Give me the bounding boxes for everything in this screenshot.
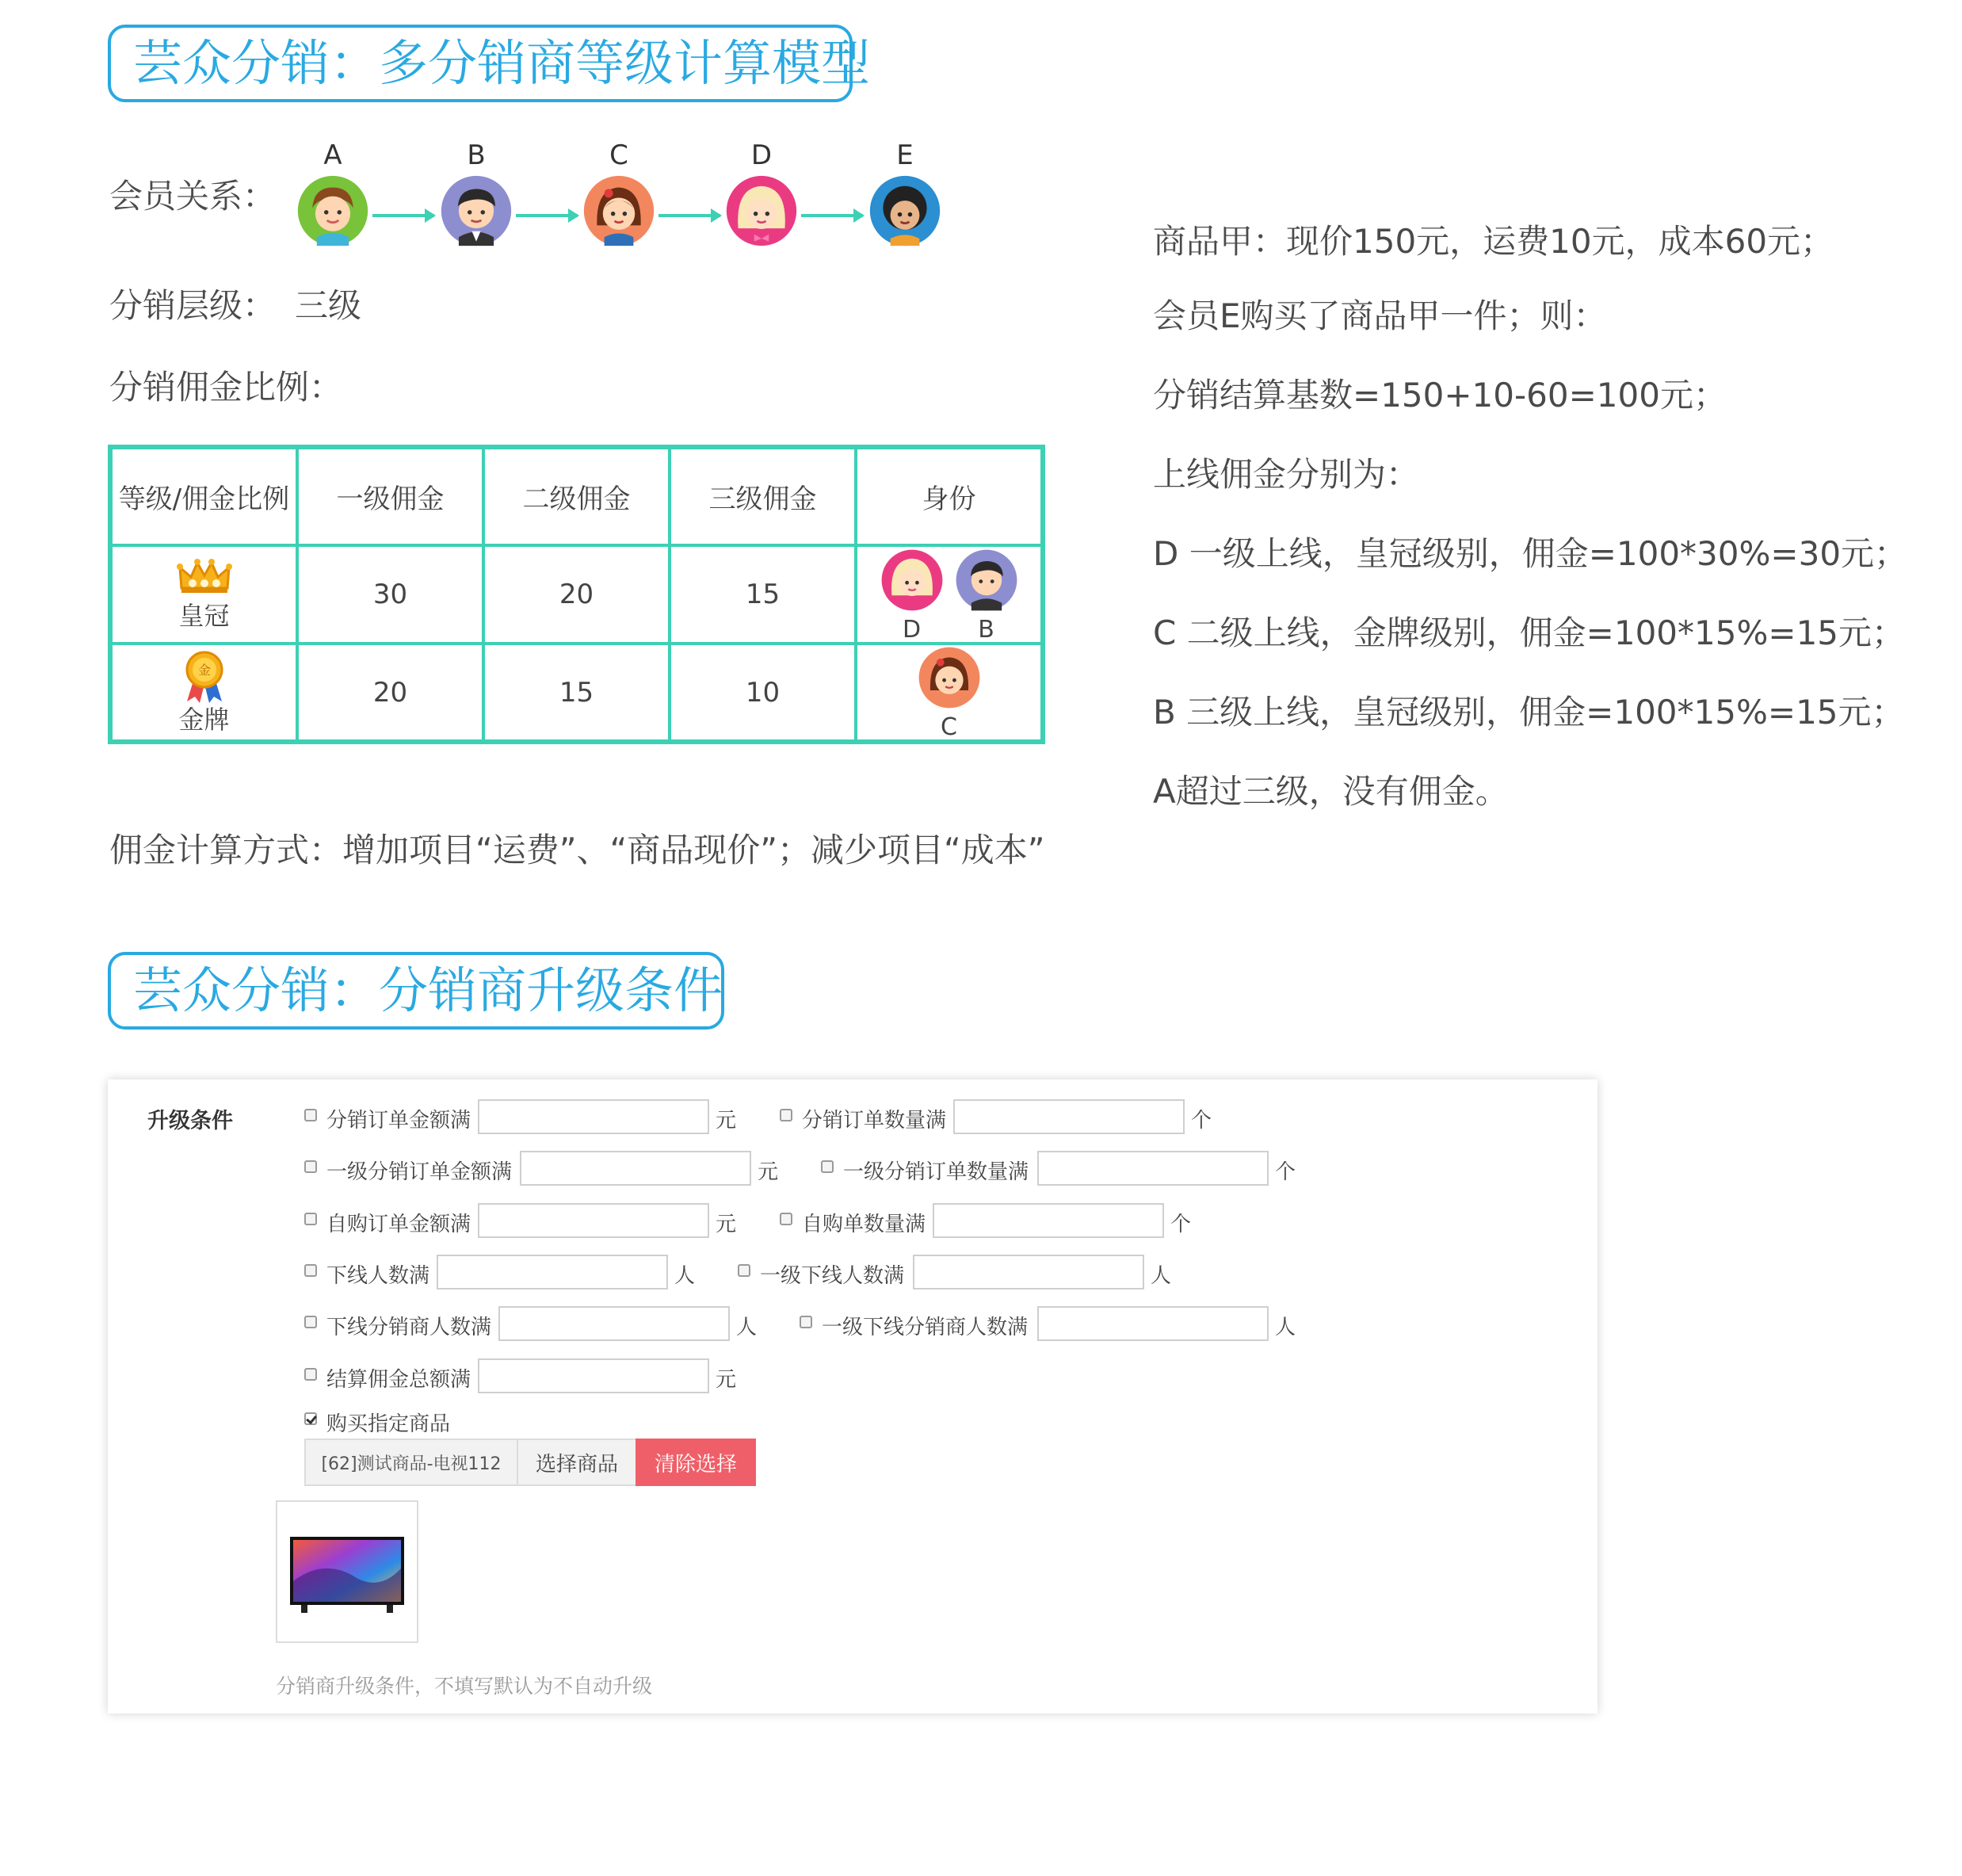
unit-label: 元 <box>758 1160 779 1184</box>
level-value: 三级 <box>295 286 362 325</box>
tv-image-icon <box>277 1502 417 1641</box>
member-b-label: B <box>467 139 486 171</box>
table-row <box>110 644 1043 742</box>
level-label: 分销层级： <box>109 286 277 325</box>
field-label: 自购订单金额满 <box>326 1213 471 1236</box>
right-line-7: B 三级上线，皇冠级别，佣金=100*15%=15元； <box>1153 693 1905 732</box>
member-d-label: D <box>750 139 773 171</box>
right-line-2: 会员E购买了商品甲一件；则： <box>1153 296 1607 335</box>
field-label: 分销订单数量满 <box>802 1109 947 1133</box>
checkbox-field-4[interactable] <box>821 1160 834 1173</box>
avatar-b-icon <box>440 174 513 247</box>
member-arrow-1 <box>372 214 434 217</box>
right-line-8: A超过三级，没有佣金。 <box>1153 772 1509 811</box>
member-c-label: C <box>609 139 628 171</box>
checkbox-field-5[interactable] <box>304 1213 317 1225</box>
table-cell: 15 <box>670 545 856 644</box>
field-label: 一级下线人数满 <box>760 1264 905 1288</box>
unit-label: 人 <box>1151 1264 1172 1288</box>
table-cell: 20 <box>297 644 483 742</box>
table-cell: 15 <box>483 644 670 742</box>
identity-b <box>955 548 1018 644</box>
avatar-c-icon <box>582 174 655 247</box>
input-field-9[interactable] <box>498 1306 730 1341</box>
right-line-5: D 一级上线，皇冠级别，佣金=100*30%=30元； <box>1153 534 1908 573</box>
avatar-d-icon <box>725 174 798 247</box>
field-label: 分销订单金额满 <box>326 1109 471 1133</box>
field-label: 一级下线分销商人数满 <box>822 1316 1029 1339</box>
right-line-6: C 二级上线，金牌级别，佣金=100*15%=15元； <box>1153 613 1906 652</box>
identity-label: D <box>902 615 922 644</box>
formula-note: 佣金计算方式：增加项目“运费”、“商品现价”；减少项目“成本” <box>109 831 1045 869</box>
checkbox-field-3[interactable] <box>304 1160 317 1173</box>
input-field-2[interactable] <box>953 1099 1185 1134</box>
table-header-cell: 等级/佣金比例 <box>110 447 297 545</box>
commission-table <box>108 445 1045 744</box>
grade-name: 皇冠 <box>178 601 230 631</box>
crown-icon <box>177 556 232 594</box>
section1-title <box>108 25 871 102</box>
avatar-c-icon <box>918 646 981 709</box>
gold-medal-icon <box>182 649 227 705</box>
field-label: 下线人数满 <box>326 1264 430 1288</box>
field-label: 自购单数量满 <box>802 1213 926 1236</box>
unit-label: 人 <box>1275 1316 1296 1339</box>
member-relation-label: 会员关系： <box>109 177 277 216</box>
checkbox-field-8[interactable] <box>738 1264 750 1277</box>
select-product-button[interactable] <box>517 1439 637 1486</box>
avatar-e-icon <box>868 174 941 247</box>
identity-label: C <box>941 713 957 741</box>
input-field-11[interactable] <box>478 1358 709 1393</box>
section2-title-text: 芸众分销：分销商升级条件 <box>133 961 723 1019</box>
avatar-d-icon <box>880 548 944 612</box>
input-field-1[interactable] <box>478 1099 709 1134</box>
table-cell: 30 <box>297 545 483 644</box>
checkbox-field-11[interactable] <box>304 1368 317 1381</box>
member-b <box>437 139 516 250</box>
grade-cell-gold <box>110 644 297 742</box>
unit-label: 元 <box>716 1368 737 1392</box>
member-arrow-2 <box>516 214 578 217</box>
field-label: 一级分销订单金额满 <box>326 1160 513 1184</box>
input-field-7[interactable] <box>437 1255 668 1290</box>
clear-selection-label: 清除选择 <box>654 1452 737 1477</box>
table-row <box>110 545 1043 644</box>
member-arrow-3 <box>658 214 720 217</box>
checkbox-field-2[interactable] <box>780 1109 792 1121</box>
buy-product-label: 购买指定商品 <box>326 1412 451 1436</box>
checkbox-field-9[interactable] <box>304 1316 317 1328</box>
clear-selection-button[interactable] <box>636 1439 756 1486</box>
grade-name: 金牌 <box>178 704 230 735</box>
input-field-3[interactable] <box>520 1151 751 1186</box>
checkbox-field-10[interactable] <box>800 1316 812 1328</box>
upgrade-hint: 分销商升级条件，不填写默认为不自动升级 <box>276 1675 653 1698</box>
table-header-cell: 三级佣金 <box>670 447 856 545</box>
right-line-4: 上线佣金分别为： <box>1153 455 1420 494</box>
checkbox-field-6[interactable] <box>780 1213 792 1225</box>
checkbox-buy-product[interactable] <box>304 1412 317 1425</box>
member-d <box>722 139 801 250</box>
avatar-b-icon <box>955 548 1018 612</box>
identity-c <box>857 646 1040 739</box>
member-e <box>865 139 945 250</box>
input-field-5[interactable] <box>478 1203 709 1238</box>
grade-cell-crown <box>110 545 297 644</box>
selected-product-field[interactable] <box>304 1439 518 1486</box>
table-header-cell: 二级佣金 <box>483 447 670 545</box>
unit-label: 人 <box>674 1264 696 1288</box>
member-a <box>293 139 372 250</box>
unit-label: 元 <box>716 1109 737 1133</box>
product-name: [62]测试商品-电视112 <box>321 1454 502 1474</box>
table-cell: 20 <box>483 545 670 644</box>
input-field-4[interactable] <box>1037 1151 1269 1186</box>
member-c <box>579 139 658 250</box>
member-e-label: E <box>896 139 914 171</box>
medal-text: 金 <box>197 662 211 678</box>
ratio-label: 分销佣金比例： <box>109 368 343 407</box>
input-field-8[interactable] <box>913 1255 1144 1290</box>
unit-label: 个 <box>1191 1109 1212 1133</box>
avatar-a-icon <box>296 174 369 247</box>
panel-label: 升级条件 <box>147 1109 233 1133</box>
table-header-row <box>110 447 1043 545</box>
table-header-cell: 身份 <box>856 447 1043 545</box>
unit-label: 个 <box>1275 1160 1296 1184</box>
checkbox-field-7[interactable] <box>304 1264 317 1277</box>
input-field-6[interactable] <box>933 1203 1164 1238</box>
checkbox-field-1[interactable] <box>304 1109 317 1121</box>
member-arrow-4 <box>801 214 863 217</box>
field-label: 结算佣金总额满 <box>326 1368 471 1392</box>
table-cell: 10 <box>670 644 856 742</box>
table-header-cell: 一级佣金 <box>297 447 483 545</box>
field-label: 下线分销商人数满 <box>326 1316 492 1339</box>
unit-label: 人 <box>736 1316 758 1339</box>
member-a-label: A <box>323 139 342 171</box>
section1-title-text: 芸众分销：多分销商等级计算模型 <box>133 34 871 92</box>
section2-title <box>108 952 724 1030</box>
input-field-10[interactable] <box>1037 1306 1269 1341</box>
right-line-3: 分销结算基数=150+10-60=100元； <box>1153 376 1727 415</box>
identity-cell <box>856 545 1043 644</box>
select-product-label: 选择商品 <box>535 1452 618 1477</box>
identity-label: B <box>978 615 994 644</box>
identity-cell <box>856 644 1043 742</box>
field-label: 一级分销订单数量满 <box>843 1160 1029 1184</box>
unit-label: 个 <box>1170 1213 1192 1236</box>
product-thumbnail <box>276 1500 418 1643</box>
right-line-1: 商品甲：现价150元，运费10元，成本60元； <box>1153 222 1834 261</box>
unit-label: 元 <box>716 1213 737 1236</box>
identity-d <box>880 548 944 644</box>
